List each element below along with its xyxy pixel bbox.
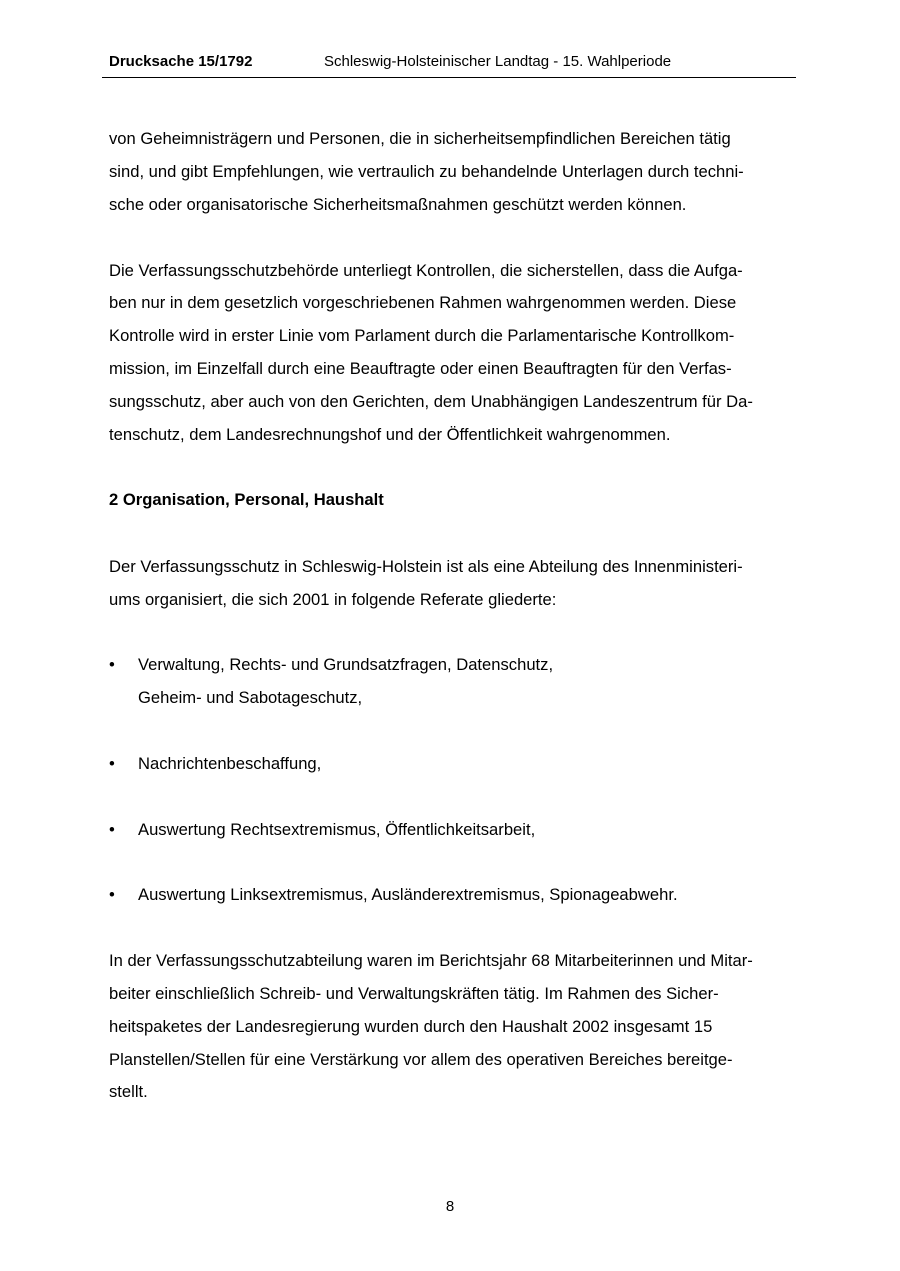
paragraph-line: tenschutz, dem Landesrechnungshof und der Öffentlichkeit wahrgenommen. [109,425,671,444]
bullet-icon: • [109,885,115,904]
document-number: Drucksache 15/1792 [109,53,253,70]
paragraph-line: Der Verfassungsschutz in Schleswig-Holstein ist als eine Abteilung des Innenministeri- [109,557,743,576]
paragraph-line: von Geheimnisträgern und Personen, die in sicherheitsempfindlichen Bereichen tätig [109,129,731,148]
paragraph-line: mission, im Einzelfall durch eine Beauftragte oder einen Beauftragten für den Verfas- [109,359,732,378]
paragraph-line: stellt. [109,1082,148,1101]
bullet-icon: • [109,655,115,674]
paragraph-line: Die Verfassungsschutzbehörde unterliegt Kontrollen, die sicherstellen, dass die Aufga- [109,261,743,280]
list-item-text: Verwaltung, Rechts- und Grundsatzfragen, Datenschutz, [138,655,554,674]
paragraph-line: Kontrolle wird in erster Linie vom Parlament durch die Parlamentarische Kontrollkom- [109,326,735,345]
paragraph-line: sungsschutz, aber auch von den Gerichten, dem Unabhängigen Landeszentrum für Da- [109,392,753,411]
list-item-text: Auswertung Linksextremismus, Ausländerextremismus, Spionageabwehr. [138,885,678,904]
parliament-title: Schleswig-Holsteinischer Landtag - 15. Wahlperiode [324,53,672,70]
bullet-icon: • [109,820,115,839]
bullet-icon: • [109,754,115,773]
paragraph-line: sche oder organisatorische Sicherheitsmaßnahmen geschützt werden können. [109,195,687,214]
paragraph-line: Planstellen/Stellen für eine Verstärkung vor allem des operativen Bereiches bereitge- [109,1050,733,1069]
paragraph-line: In der Verfassungsschutzabteilung waren im Berichtsjahr 68 Mitarbeiterinnen und Mitar- [109,951,753,970]
paragraph-line: ums organisiert, die sich 2001 in folgende Referate gliederte: [109,590,557,609]
list-item-text: Nachrichtenbeschaffung, [138,754,322,773]
page-header [102,52,796,78]
section-heading: 2 Organisation, Personal, Haushalt [109,490,384,509]
list-item-text: Geheim- und Sabotageschutz, [138,688,363,707]
page-number: 8 [445,1198,455,1215]
paragraph-line: sind, und gibt Empfehlungen, wie vertraulich zu behandelnde Unterlagen durch techni- [109,162,744,181]
paragraph-line: heitspaketes der Landesregierung wurden durch den Haushalt 2002 insgesamt 15 [109,1017,713,1036]
paragraph-line: beiter einschließlich Schreib- und Verwaltungskräften tätig. Im Rahmen des Sicher- [109,984,719,1003]
list-item-text: Auswertung Rechtsextremismus, Öffentlichkeitsarbeit, [138,820,536,839]
paragraph-line: ben nur in dem gesetzlich vorgeschriebenen Rahmen wahrgenommen werden. Diese [109,293,737,312]
